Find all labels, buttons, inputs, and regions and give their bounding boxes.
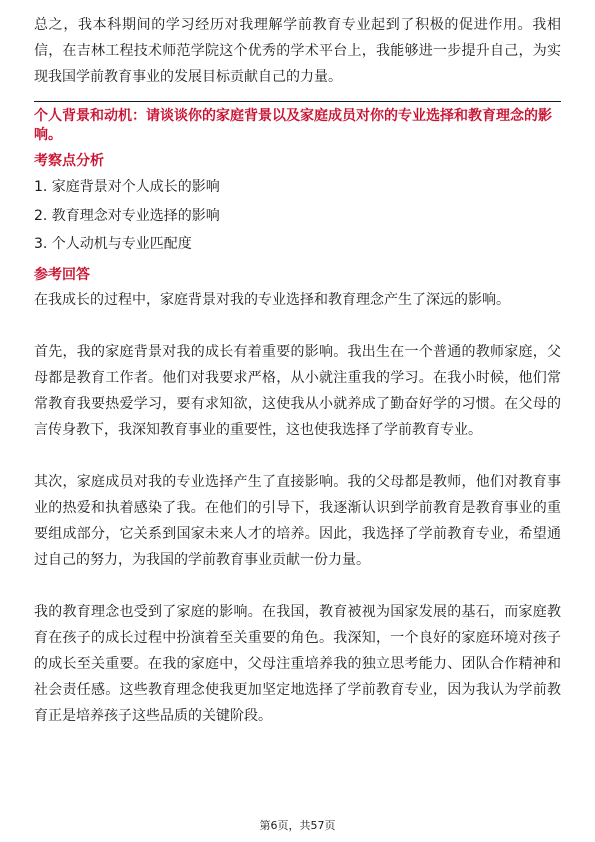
answer-body (34, 287, 561, 729)
analysis-point: 1. 家庭背景对个人成长的影响 (34, 179, 220, 195)
intro-paragraph: 总之，我本科期间的学习经历对我理解学前教育专业起到了积极的促进作用。我相信，在吉林工程技术师范学院这个优秀的学术平台上，我能够进一步提升自己，为实现我国学前教育事业的发展目标贡献自己的力量。 (34, 17, 561, 85)
question-title: 个人背景和动机：请谈谈你的家庭背景以及家庭成员对你的专业选择和教育理念的影响。 (34, 108, 552, 143)
answer-paragraph: 在我成长的过程中，家庭背景对我的专业选择和教育理念产生了深远的影响。 (34, 291, 510, 308)
answer-paragraph: 其次，家庭成员对我的专业选择产生了直接影响。我的父母都是教师，他们对教育事业的热爱和执着感染了我。在他们的引导下，我逐渐认识到学前教育是教育事业的重要组成部分，它关系到国家未来人才的培养。因此，我选择了学前教育专业，希望通过自己的努力，为我国的学前教育事业贡献一份力量。 (34, 473, 561, 568)
analysis-point-list (34, 173, 561, 259)
document-page (34, 12, 561, 729)
page-number: 第6页，共57页 (259, 819, 336, 832)
question-divider (34, 101, 561, 102)
answer-paragraph: 我的教育理念也受到了家庭的影响。在我国，教育被视为国家发展的基石，而家庭教育在孩子的成长过程中扮演着至关重要的角色。我深知，一个良好的家庭环境对孩子的成长至关重要。在我的家庭中，父母注重培养我的独立思考能力、团队合作精神和社会责任感。这些教育理念使我更加坚定地选择了学前教育专业，因为我认为学前教育正是培养孩子这些品质的关键阶段。 (34, 603, 561, 724)
analysis-heading: 考察点分析 (34, 153, 104, 169)
analysis-point: 3. 个人动机与专业匹配度 (34, 236, 192, 252)
answer-paragraph: 首先，我的家庭背景对我的成长有着重要的影响。我出生在一个普通的教师家庭，父母都是教育工作者。他们对我要求严格，从小就注重我的学习。在我小时候，他们常常教育我要热爱学习，要有求知欲，这使我从小就养成了勤奋好学的习惯。在父母的言传身教下，我深知教育事业的重要性，这也使我选择了学前教育专业。 (34, 343, 561, 438)
answer-heading: 参考回答 (34, 266, 90, 283)
analysis-point: 2. 教育理念对专业选择的影响 (34, 207, 220, 224)
